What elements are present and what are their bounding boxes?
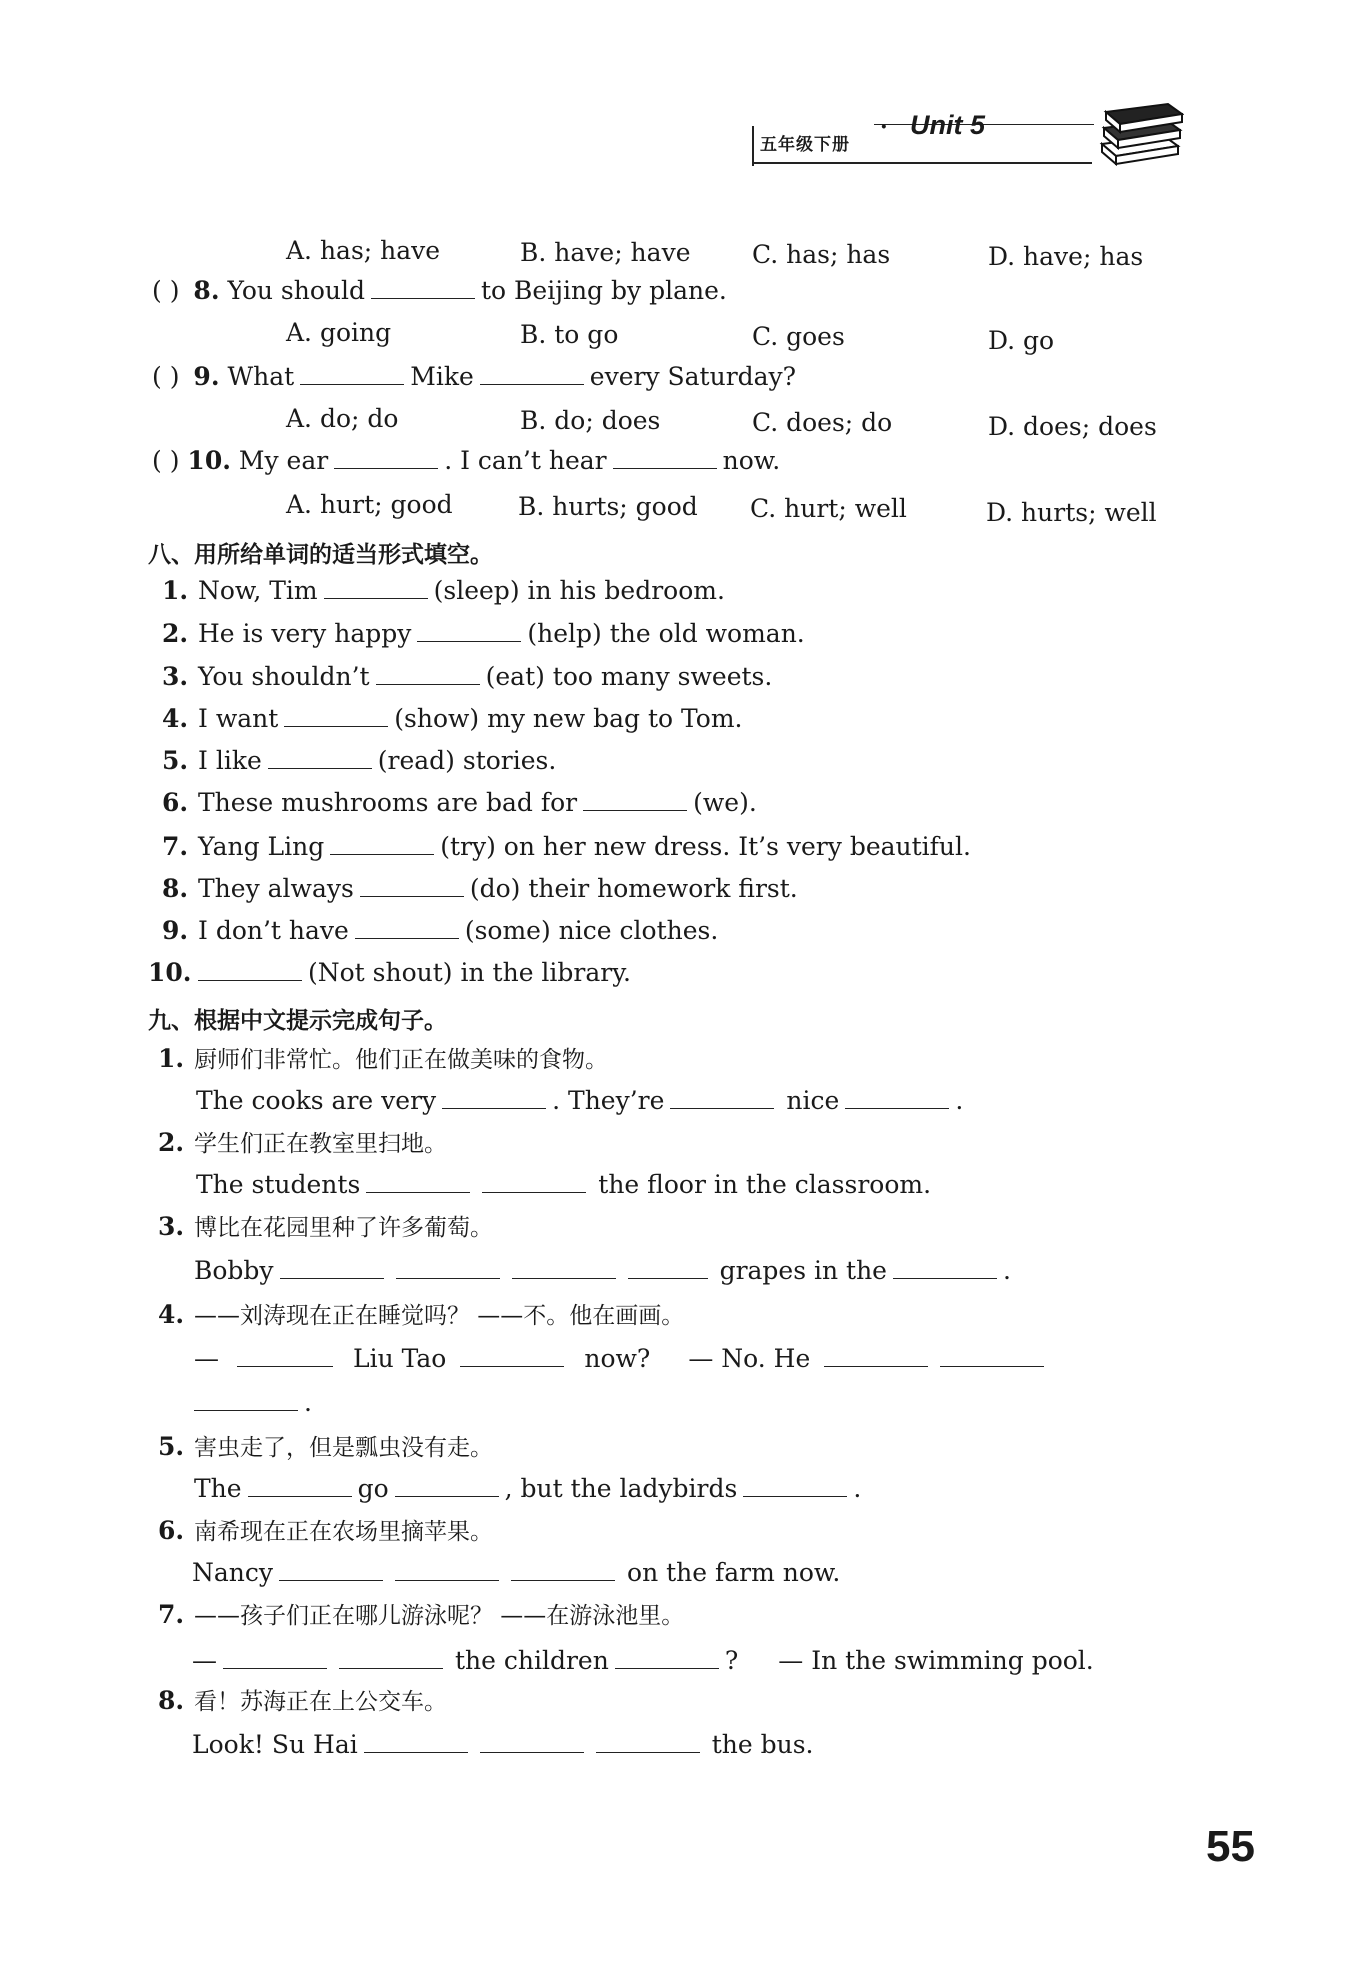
list-item: 6. 南希现在正在农场里摘苹果。	[158, 1516, 493, 1545]
list-item: 10. (Not shout) in the library.	[148, 958, 631, 987]
english-sentence: The go , but the ladybirds .	[194, 1474, 862, 1503]
option: A. has; have	[286, 236, 441, 265]
option: A. going	[286, 318, 392, 347]
question-number: 8.	[193, 276, 220, 305]
answer-blank[interactable]	[511, 1558, 615, 1581]
chinese-prompt: ——孩子们正在哪儿游泳呢？ ——在游泳池里。	[194, 1603, 685, 1629]
english-sentence: Bobby grapes in the .	[194, 1256, 1011, 1285]
answer-blank[interactable]	[360, 874, 464, 897]
question-number: 10.	[187, 446, 231, 475]
section-9-title: 九、根据中文提示完成句子。	[148, 1008, 447, 1034]
unit-label: Unit 5	[910, 110, 986, 140]
english-sentence: Look! Su Hai the bus.	[192, 1730, 814, 1759]
list-item: 1. 厨师们非常忙。他们正在做美味的食物。	[158, 1044, 608, 1073]
answer-blank[interactable]	[512, 1256, 616, 1279]
answer-blank[interactable]	[284, 704, 388, 727]
answer-blank[interactable]	[893, 1256, 997, 1279]
answer-blank[interactable]	[615, 1646, 719, 1669]
chinese-prompt: 害虫走了，但是瓢虫没有走。	[194, 1435, 493, 1461]
answer-blank[interactable]	[670, 1086, 774, 1109]
option: D. does; does	[988, 412, 1157, 441]
question-text: . I can’t hear	[444, 446, 607, 475]
answer-blank[interactable]	[596, 1730, 700, 1753]
answer-blank[interactable]	[824, 1344, 928, 1367]
answer-blank[interactable]	[940, 1344, 1044, 1367]
list-item: 2. He is very happy (help) the old woman.	[162, 619, 805, 648]
answer-blank[interactable]	[845, 1086, 949, 1109]
option: B. have; have	[520, 238, 691, 267]
question-text: to Beijing by plane.	[481, 276, 727, 305]
answer-blank[interactable]	[376, 662, 480, 685]
list-item: 3. 博比在花园里种了许多葡萄。	[158, 1212, 493, 1241]
list-item: 7. ——孩子们正在哪儿游泳呢？ ——在游泳池里。	[158, 1600, 685, 1629]
answer-blank[interactable]	[613, 446, 717, 469]
chinese-prompt: ——刘涛现在正在睡觉吗？ ——不。他在画画。	[194, 1303, 685, 1329]
book-stack-icon	[1094, 96, 1184, 166]
list-item: 4. ——刘涛现在正在睡觉吗？ ——不。他在画画。	[158, 1300, 685, 1329]
answer-blank[interactable]	[364, 1730, 468, 1753]
question-text: Mike	[410, 362, 474, 391]
answer-blank[interactable]	[460, 1344, 564, 1367]
option: C. has; has	[752, 240, 891, 269]
question-text: What	[227, 362, 295, 391]
option: C. does; do	[752, 408, 893, 437]
answer-blank[interactable]	[339, 1646, 443, 1669]
list-item: 1. Now, Tim (sleep) in his bedroom.	[162, 576, 725, 605]
option: A. hurt; good	[286, 490, 453, 519]
answer-blank[interactable]	[237, 1344, 333, 1367]
answer-blank[interactable]	[395, 1558, 499, 1581]
answer-blank[interactable]	[300, 362, 404, 385]
answer-paren[interactable]: ( )	[152, 276, 180, 305]
grade-label: 五年级下册	[760, 135, 850, 155]
list-item: 7. Yang Ling (try) on her new dress. It’s very beautiful.	[162, 832, 971, 861]
list-item: 6. These mushrooms are bad for (we).	[162, 788, 757, 817]
chinese-prompt: 博比在花园里种了许多葡萄。	[194, 1215, 493, 1241]
list-item: 2. 学生们正在教室里扫地。	[158, 1128, 447, 1157]
chinese-prompt: 厨师们非常忙。他们正在做美味的食物。	[194, 1047, 608, 1073]
option: D. hurts; well	[986, 498, 1157, 527]
question-text: every Saturday?	[589, 362, 797, 391]
answer-blank[interactable]	[248, 1474, 352, 1497]
answer-blank[interactable]	[223, 1646, 327, 1669]
option: B. to go	[520, 320, 619, 349]
header-dot: ·	[880, 114, 888, 140]
answer-blank[interactable]	[355, 916, 459, 939]
english-sentence: Nancy on the farm now.	[192, 1558, 841, 1587]
answer-blank[interactable]	[198, 958, 302, 981]
chinese-prompt: 看！苏海正在上公交车。	[194, 1689, 447, 1715]
section-8-title: 八、用所给单词的适当形式填空。	[148, 542, 493, 568]
answer-blank[interactable]	[480, 362, 584, 385]
page-number: 55	[1206, 1822, 1255, 1871]
list-item: 4. I want (show) my new bag to Tom.	[162, 704, 743, 733]
answer-blank[interactable]	[396, 1256, 500, 1279]
list-item: 5. I like (read) stories.	[162, 746, 557, 775]
option: B. do; does	[520, 406, 661, 435]
answer-blank[interactable]	[280, 1256, 384, 1279]
option: C. hurt; well	[750, 494, 907, 523]
chinese-prompt: 南希现在正在农场里摘苹果。	[194, 1519, 493, 1545]
option: D. go	[988, 326, 1055, 355]
list-item: 8. 看！苏海正在上公交车。	[158, 1686, 447, 1715]
answer-blank[interactable]	[268, 746, 372, 769]
english-sentence: — Liu Tao now? — No. He	[194, 1344, 1050, 1374]
answer-blank[interactable]	[194, 1388, 298, 1411]
option: D. have; has	[988, 242, 1144, 271]
answer-blank[interactable]	[366, 1170, 470, 1193]
option: A. do; do	[286, 404, 399, 433]
answer-blank[interactable]	[371, 276, 475, 299]
answer-blank[interactable]	[583, 788, 687, 811]
question-text: You should	[227, 276, 365, 305]
question-number: 9.	[193, 362, 220, 391]
answer-blank[interactable]	[279, 1558, 383, 1581]
english-sentence: The cooks are very . They’re nice .	[196, 1086, 964, 1115]
answer-blank[interactable]	[417, 619, 521, 642]
english-sentence: — the children ? — In the swimming pool.	[192, 1646, 1094, 1675]
answer-blank[interactable]	[628, 1256, 708, 1279]
page-header	[752, 100, 1172, 170]
answer-blank[interactable]	[330, 832, 434, 855]
list-item: 5. 害虫走了，但是瓢虫没有走。	[158, 1432, 493, 1461]
list-item: 3. You shouldn’t (eat) too many sweets.	[162, 662, 773, 691]
header-rule	[752, 162, 1092, 164]
answer-blank[interactable]	[395, 1474, 499, 1497]
answer-paren[interactable]: ( )	[152, 362, 180, 391]
answer-blank[interactable]	[482, 1170, 586, 1193]
list-item: 8. They always (do) their homework first.	[162, 874, 798, 903]
list-item: 9. I don’t have (some) nice clothes.	[162, 916, 719, 945]
question-text: now.	[722, 446, 781, 475]
english-sentence: The students the floor in the classroom.	[196, 1170, 932, 1199]
answer-paren[interactable]: ( )	[152, 446, 180, 475]
english-sentence-cont: .	[194, 1388, 312, 1418]
answer-blank[interactable]	[324, 576, 428, 599]
option: C. goes	[752, 322, 845, 351]
answer-blank[interactable]	[480, 1730, 584, 1753]
answer-blank[interactable]	[334, 446, 438, 469]
answer-blank[interactable]	[743, 1474, 847, 1497]
answer-blank[interactable]	[442, 1086, 546, 1109]
option: B. hurts; good	[518, 492, 698, 521]
question-text: My ear	[238, 446, 329, 475]
chinese-prompt: 学生们正在教室里扫地。	[194, 1131, 447, 1157]
header-rule	[752, 126, 754, 166]
